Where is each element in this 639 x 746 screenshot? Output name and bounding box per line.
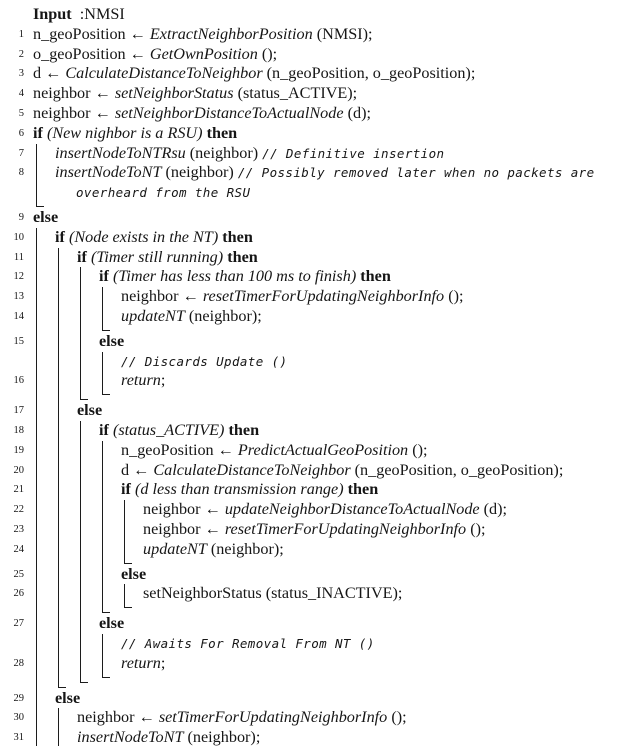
code-text: (d); <box>343 103 371 122</box>
code-block <box>13 500 639 563</box>
keyword: then <box>227 247 258 266</box>
code-line-4 <box>18 84 639 104</box>
keyword: if <box>121 480 135 499</box>
code-text: setNeighborStatus (status_INACTIVE); <box>143 584 403 603</box>
code-text: d ← <box>33 64 66 83</box>
code-text: (NMSI); <box>312 24 373 43</box>
code-line-10 <box>13 227 639 248</box>
code-line-18 <box>13 420 639 441</box>
line-number: 31 <box>13 732 24 744</box>
line-number: 20 <box>13 464 24 476</box>
line-number: 2 <box>18 48 24 60</box>
code-line-20 <box>13 460 639 481</box>
function-name: return <box>121 653 161 672</box>
code-text: (n_geoPosition, o_geoPosition); <box>350 460 564 479</box>
code-text: (n_geoPosition, o_geoPosition); <box>262 64 476 83</box>
line-number: 22 <box>13 504 24 516</box>
code-line-29 <box>13 688 639 709</box>
function-name: (status_ACTIVE) <box>112 420 225 439</box>
function-name: updateNT <box>143 539 207 558</box>
code-line-15 <box>13 331 639 352</box>
code-line-11 <box>13 247 639 268</box>
code-text: neighbor ← <box>33 103 115 122</box>
keyword: if <box>99 420 113 439</box>
code-text: (); <box>387 708 407 727</box>
code-line-19 <box>13 440 639 461</box>
line-number: 6 <box>18 127 24 139</box>
code-text: o_geoPosition ← <box>33 44 150 63</box>
line-number: 16 <box>13 375 24 387</box>
code-text: n_geoPosition ← <box>33 24 150 43</box>
code-line-30 <box>13 708 639 728</box>
line-number: 3 <box>18 68 24 80</box>
keyword: if <box>33 123 47 142</box>
code-line-23 <box>13 519 639 540</box>
line-number: 4 <box>18 88 24 100</box>
code-block <box>13 584 639 608</box>
code-line-2 <box>18 44 639 65</box>
function-name: ExtractNeighborPosition <box>149 24 313 43</box>
line-number: 17 <box>13 405 24 417</box>
code-block <box>13 287 639 331</box>
function-name: insertNodeToNT <box>55 163 162 182</box>
keyword: Input <box>33 5 72 23</box>
line-number: 10 <box>13 231 24 243</box>
code-line-25 <box>13 564 639 585</box>
line-number: 12 <box>13 271 24 283</box>
line-number: 28 <box>13 657 24 669</box>
code-line-3 <box>18 64 639 84</box>
function-name: insertNodeToNTRsu <box>55 143 186 162</box>
line-number: 27 <box>13 618 24 630</box>
function-name: GetOwnPosition <box>149 44 258 63</box>
function-name: setNeighborDistanceToActualNode <box>114 103 344 122</box>
line-number: 21 <box>13 484 24 496</box>
code-line-5 <box>18 103 639 124</box>
function-name: setNeighborStatus <box>114 84 234 103</box>
line-number: 24 <box>13 543 24 555</box>
code-text: neighbor ← <box>121 287 203 306</box>
keyword: else <box>121 564 147 583</box>
line-number: 1 <box>18 28 24 40</box>
code-line-12 <box>13 267 639 287</box>
code-block <box>13 267 639 400</box>
line-number: 14 <box>13 310 24 322</box>
line-number: 26 <box>13 588 24 600</box>
code-text: (neighbor); <box>184 306 262 325</box>
function-name: return <box>121 371 161 390</box>
keyword: then <box>360 267 391 286</box>
keyword: if <box>99 267 113 286</box>
code-text: (neighbor); <box>183 728 261 746</box>
code-block <box>13 227 639 746</box>
line-number: 18 <box>13 424 24 436</box>
comment-text: // Possibly removed later when no packets are <box>237 165 595 181</box>
code-line-24 <box>13 539 639 560</box>
function-name: insertNodeToNT <box>77 728 184 746</box>
algorithm-input-line <box>33 5 639 25</box>
comment-text: // Definitive insertion <box>262 145 445 161</box>
keyword: if <box>77 247 91 266</box>
line-number: 9 <box>18 211 24 223</box>
code-text: (status_ACTIVE); <box>233 84 358 103</box>
code-line-8 <box>18 163 639 203</box>
code-text: neighbor ← <box>33 84 115 103</box>
code-text: neighbor ← <box>143 500 225 519</box>
code-line-16 <box>13 371 639 391</box>
code-text: ; <box>160 653 166 672</box>
code-block <box>18 143 639 207</box>
code-line-13 <box>13 287 639 307</box>
code-text: :NMSI <box>71 5 125 23</box>
line-number: 7 <box>18 147 24 159</box>
code-text: neighbor ← <box>143 519 225 538</box>
function-name: resetTimerForUpdatingNeighborInfo <box>202 287 445 306</box>
code-block <box>13 634 639 678</box>
keyword: then <box>347 480 379 499</box>
code-line-26 <box>13 584 639 604</box>
code-text: ; <box>160 371 166 390</box>
line-number: 19 <box>13 444 24 456</box>
keyword: then <box>228 420 260 439</box>
code-text: (); <box>466 519 486 538</box>
code-text: (); <box>408 440 428 459</box>
code-text: (); <box>444 287 464 306</box>
code-line-27 <box>13 614 639 634</box>
keyword: else <box>99 331 125 350</box>
code-line-22 <box>13 500 639 520</box>
line-number: 15 <box>13 335 24 347</box>
function-name: resetTimerForUpdatingNeighborInfo <box>224 519 467 538</box>
keyword: else <box>55 688 81 707</box>
line-number: 23 <box>13 523 24 535</box>
keyword: else <box>99 614 125 633</box>
code-text: d ← <box>121 460 154 479</box>
code-text: (); <box>257 44 278 63</box>
comment-line <box>121 634 639 654</box>
code-text: (neighbor); <box>206 539 284 558</box>
code-text: (d); <box>479 500 508 519</box>
code-block <box>13 247 639 688</box>
function-name: CalculateDistanceToNeighbor <box>153 460 351 479</box>
line-number: 30 <box>13 712 24 724</box>
keyword: then <box>206 123 238 142</box>
comment-line <box>121 352 639 372</box>
line-number: 8 <box>18 167 24 179</box>
code-line-14 <box>13 306 639 327</box>
function-name: (New nighbor is a RSU) <box>46 123 203 142</box>
code-text: neighbor ← <box>77 708 159 727</box>
comment-text: overheard from the RSU <box>76 185 251 201</box>
code-text: (neighbor) <box>185 143 263 162</box>
code-block <box>13 708 639 746</box>
code-line-7 <box>18 143 639 164</box>
code-block <box>13 352 639 396</box>
line-number: 11 <box>13 251 24 263</box>
function-name: (d less than transmission range) <box>134 480 344 499</box>
code-text: n_geoPosition ← <box>121 440 238 459</box>
comment-text: // Discards Update () <box>121 353 288 369</box>
code-line-31 <box>13 728 639 746</box>
code-line-21 <box>13 480 639 500</box>
code-line-17 <box>13 401 639 421</box>
keyword: else <box>33 207 59 226</box>
keyword: if <box>55 227 69 246</box>
function-name: updateNT <box>121 306 185 325</box>
function-name: PredictActualGeoPosition <box>237 440 409 459</box>
line-number: 5 <box>18 107 24 119</box>
line-number: 25 <box>13 568 24 580</box>
keyword: then <box>222 227 253 246</box>
comment-text: // Awaits For Removal From NT () <box>121 635 375 651</box>
function-name: (Node exists in the NT) <box>68 227 219 246</box>
function-name: CalculateDistanceToNeighbor <box>65 64 263 83</box>
function-name: (Timer has less than 100 ms to finish) <box>112 267 357 286</box>
code-block <box>13 440 639 613</box>
code-text: (neighbor) <box>161 163 238 182</box>
code-block <box>13 420 639 683</box>
function-name: (Timer still running) <box>90 247 224 266</box>
code-line-28 <box>13 653 639 674</box>
code-line-9 <box>18 207 639 228</box>
code-line-6 <box>18 123 639 144</box>
function-name: setTimerForUpdatingNeighborInfo <box>158 708 388 727</box>
line-number: 29 <box>13 692 24 704</box>
code-line-1 <box>18 24 639 45</box>
line-number: 13 <box>13 291 24 303</box>
function-name: updateNeighborDistanceToActualNode <box>224 500 480 519</box>
keyword: else <box>77 401 103 420</box>
